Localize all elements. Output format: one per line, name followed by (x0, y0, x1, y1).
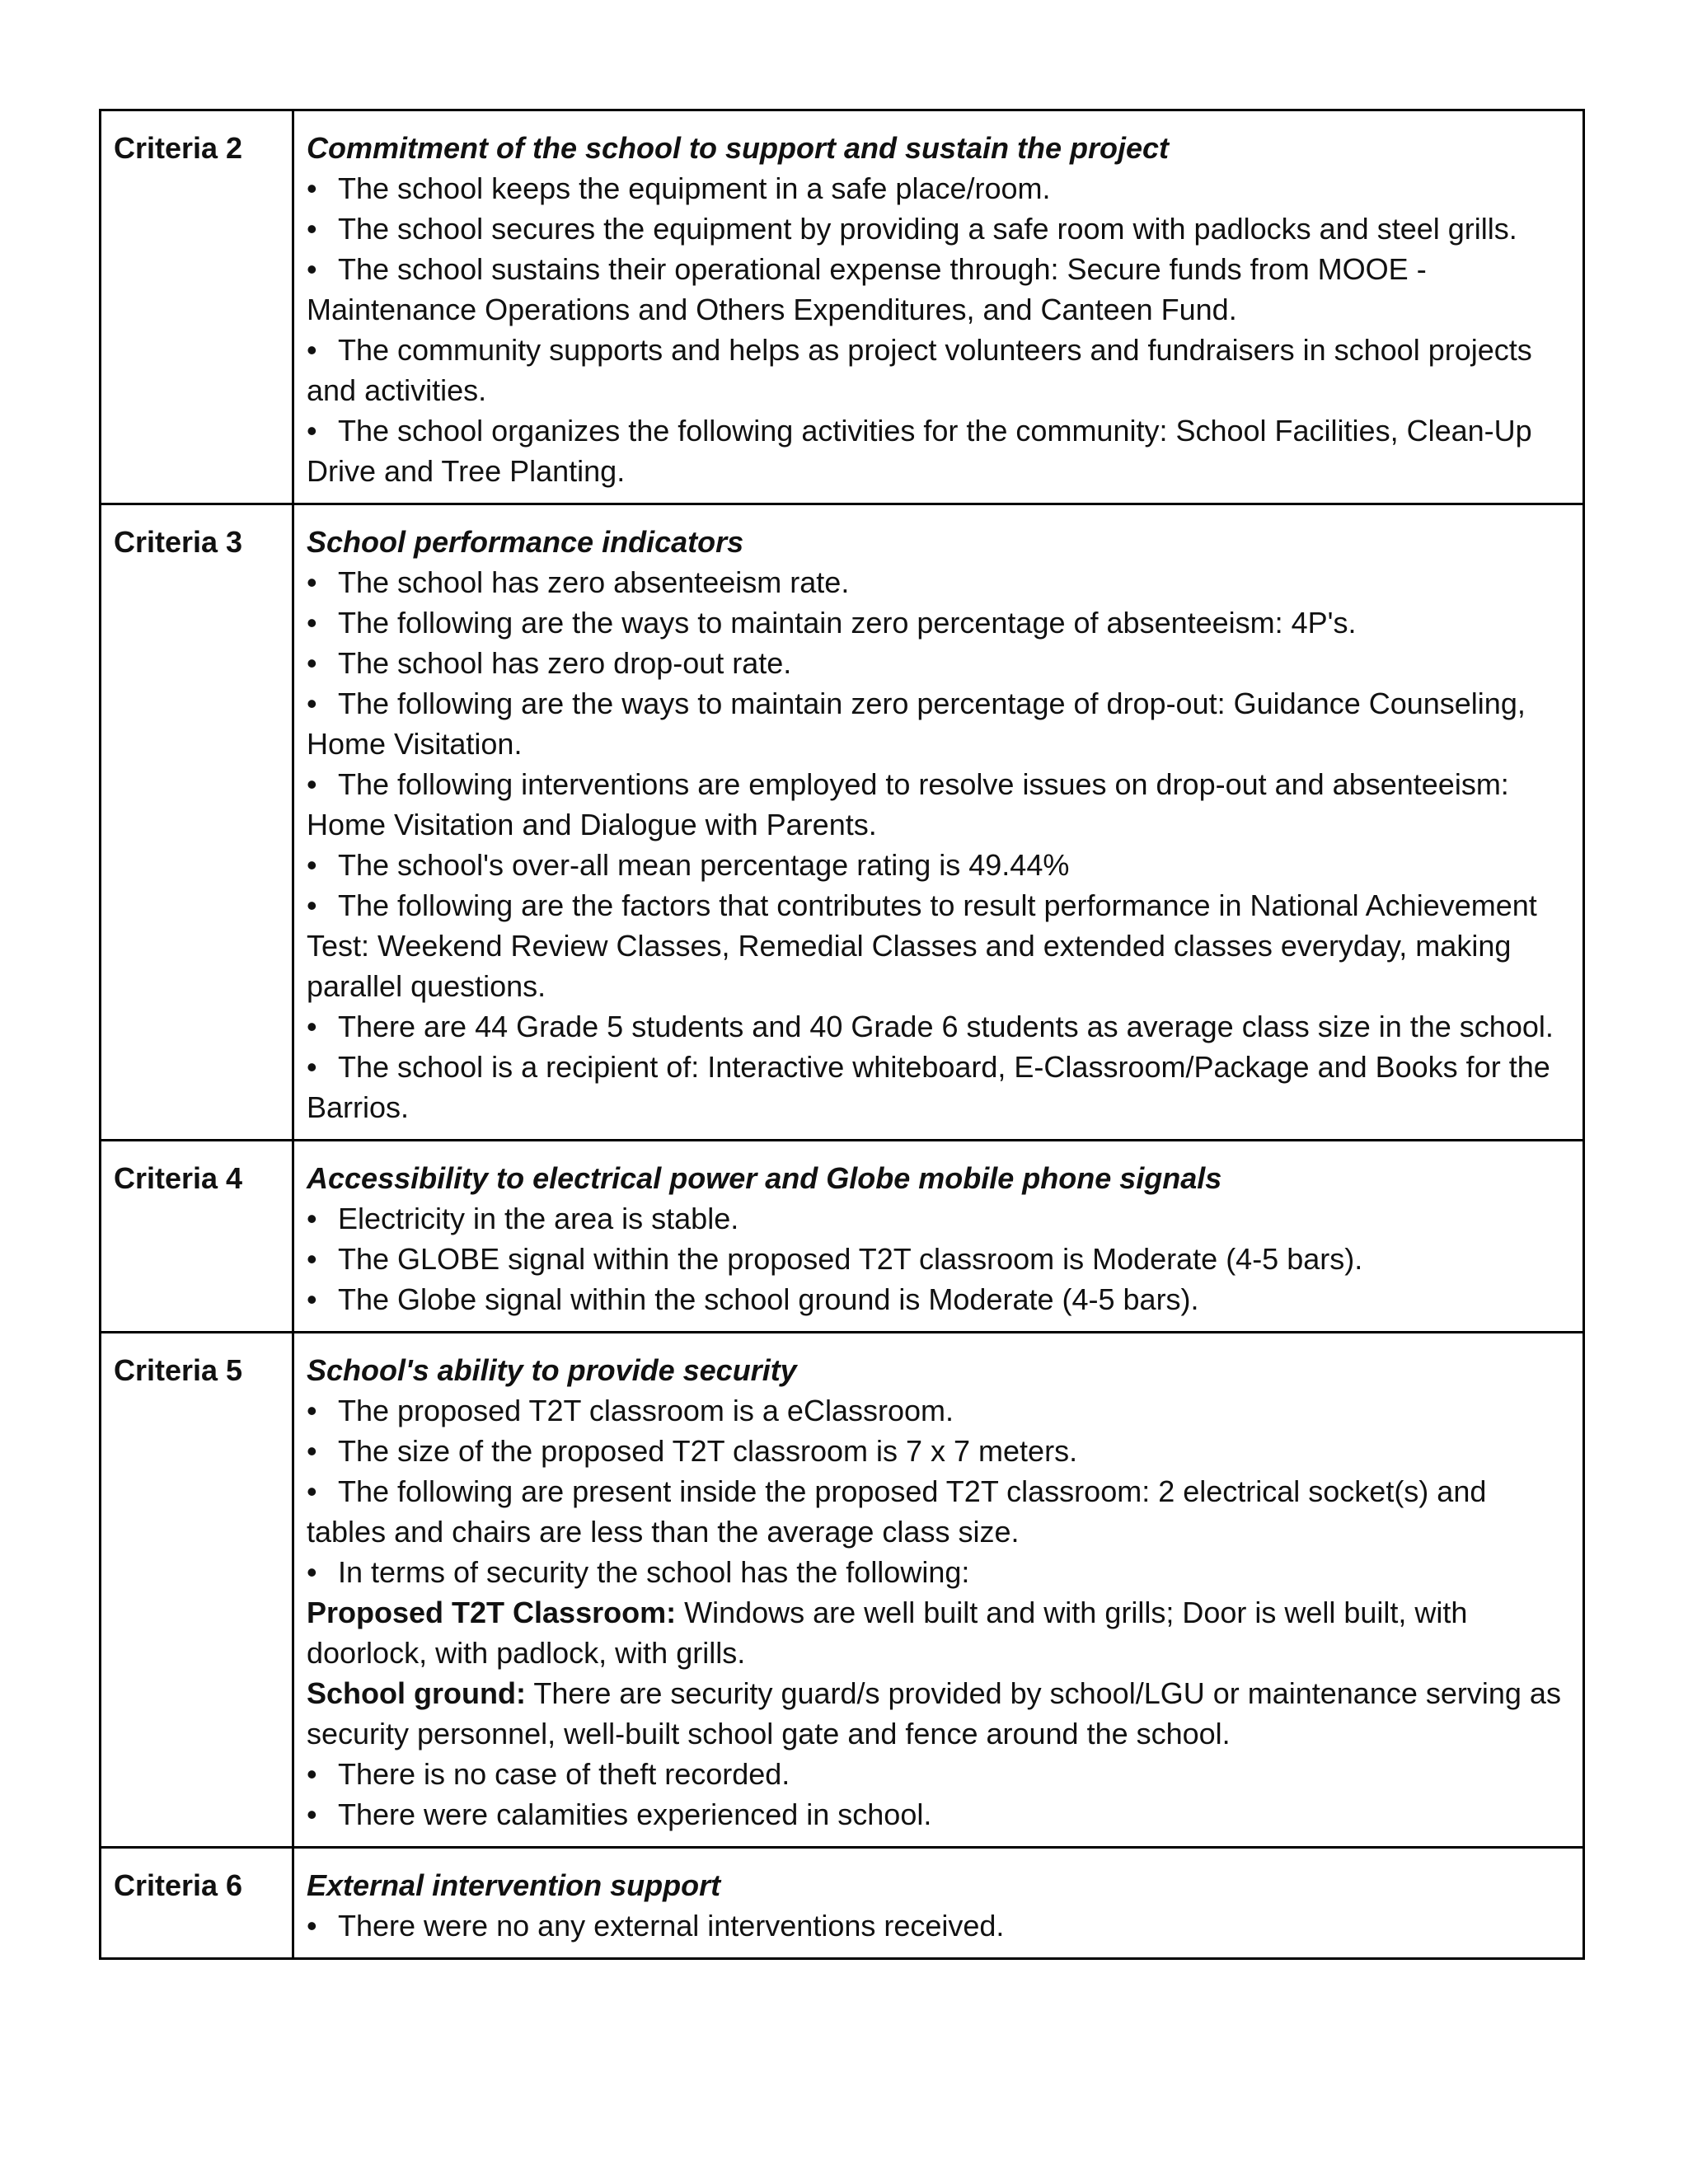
bullet-icon: • (307, 848, 317, 882)
security-classroom-label: Proposed T2T Classroom: (307, 1596, 677, 1629)
bullet-icon: • (307, 767, 317, 801)
bullet-icon: • (307, 1555, 317, 1589)
criteria-heading: Accessibility to electrical power and Globe mobile phone signals (307, 1161, 1222, 1195)
bullet-icon: • (307, 1050, 317, 1084)
bullet-icon: • (307, 1394, 317, 1427)
bullet-icon: • (307, 565, 317, 599)
criteria-label: Criteria 5 (101, 1333, 293, 1848)
bullet-item: • The following are the ways to maintain zero percentage of absenteeism: 4P's. (307, 602, 1570, 643)
bullet-item: • The school sustains their operational expense through: Secure funds from MOOE - Maintenance Operations and Others Expenditures, and Canteen Fund. (307, 249, 1570, 330)
bullet-icon: • (307, 1474, 317, 1508)
bullet-item: • The following are the ways to maintain zero percentage of drop-out: Guidance Counseling, Home Visitation. (307, 683, 1570, 764)
bullet-icon: • (307, 1202, 317, 1235)
bullet-icon: • (307, 646, 317, 680)
criteria-heading: School performance indicators (307, 525, 744, 559)
criteria-label: Criteria 2 (101, 110, 293, 504)
bullet-item: • The school keeps the equipment in a safe place/room. (307, 168, 1570, 209)
bullet-icon: • (307, 171, 317, 205)
criteria-label: Criteria 4 (101, 1141, 293, 1333)
bullet-item: • In terms of security the school has the following: (307, 1552, 1570, 1592)
criteria-content (293, 1848, 1584, 1959)
bullet-item: • The following interventions are employed to resolve issues on drop-out and absenteeism: Home Visitation and Dialogue with Parents. (307, 764, 1570, 845)
criteria-row (101, 1141, 1584, 1333)
bullet-icon: • (307, 1909, 317, 1943)
bullet-icon: • (307, 1010, 317, 1043)
criteria-heading: External intervention support (307, 1868, 721, 1902)
bullet-item: • The Globe signal within the school ground is Moderate (4-5 bars). (307, 1279, 1570, 1319)
criteria-heading: Commitment of the school to support and sustain the project (307, 131, 1170, 165)
bullet-item: • The school organizes the following activities for the community: School Facilities, Clean-Up Drive and Tree Planting. (307, 410, 1570, 491)
bullet-item: • The community supports and helps as project volunteers and fundraisers in school projects and activities. (307, 330, 1570, 410)
bullet-icon: • (307, 687, 317, 720)
criteria-content (293, 1141, 1584, 1333)
bullet-item: • The GLOBE signal within the proposed T2T classroom is Moderate (4-5 bars). (307, 1239, 1570, 1279)
criteria-row (101, 1333, 1584, 1848)
bullet-icon: • (307, 606, 317, 640)
bullet-icon: • (307, 888, 317, 922)
bullet-item: • The following are the factors that contributes to result performance in National Achievement Test: Weekend Review Classes, Remedial Classes and extended classes everyday, making parallel questions. (307, 885, 1570, 1006)
criteria-content (293, 504, 1584, 1141)
criteria-label: Criteria 3 (101, 504, 293, 1141)
bullet-item: • Electricity in the area is stable. (307, 1198, 1570, 1239)
bullet-icon: • (307, 1282, 317, 1316)
bullet-icon: • (307, 252, 317, 286)
criteria-row (101, 1848, 1584, 1959)
bullet-icon: • (307, 1757, 317, 1791)
bullet-item: • The school has zero drop-out rate. (307, 643, 1570, 683)
bullet-icon: • (307, 1242, 317, 1276)
bullet-item: • The school has zero absenteeism rate. (307, 562, 1570, 602)
criteria-content (293, 1333, 1584, 1848)
criteria-label: Criteria 6 (101, 1848, 293, 1959)
security-classroom-text: Proposed T2T Classroom: Windows are well built and with grills; Door is well built, with doorlock, with padlock, with grills. (307, 1596, 1468, 1670)
criteria-row (101, 110, 1584, 504)
bullet-item: • The following are present inside the proposed T2T classroom: 2 electrical socket(s) and tables and chairs are less than the average class size. (307, 1471, 1570, 1552)
bullet-item: • The size of the proposed T2T classroom is 7 x 7 meters. (307, 1431, 1570, 1471)
bullet-item: • There are 44 Grade 5 students and 40 Grade 6 students as average class size in the school. (307, 1006, 1570, 1047)
criteria-table (99, 109, 1585, 1960)
bullet-icon: • (307, 414, 317, 448)
criteria-heading: School's ability to provide security (307, 1353, 797, 1387)
bullet-item: • The school secures the equipment by providing a safe room with padlocks and steel grills. (307, 209, 1570, 249)
criteria-row (101, 504, 1584, 1141)
bullet-icon: • (307, 1434, 317, 1468)
bullet-item: • There were no any external interventions received. (307, 1905, 1570, 1946)
bullet-icon: • (307, 1797, 317, 1831)
bullet-item: • The proposed T2T classroom is a eClassroom. (307, 1390, 1570, 1431)
criteria-content (293, 110, 1584, 504)
bullet-icon: • (307, 212, 317, 246)
security-ground-text: School ground: There are security guard/s provided by school/LGU or maintenance serving as security personnel, well-built school gate and fence around the school. (307, 1676, 1561, 1750)
bullet-icon: • (307, 333, 317, 367)
security-ground-label: School ground: (307, 1676, 526, 1710)
bullet-item: • The school's over-all mean percentage rating is 49.44% (307, 845, 1570, 885)
bullet-item: • There is no case of theft recorded. (307, 1754, 1570, 1794)
bullet-item: • There were calamities experienced in school. (307, 1794, 1570, 1835)
bullet-item: • The school is a recipient of: Interactive whiteboard, E-Classroom/Package and Books for the Barrios. (307, 1047, 1570, 1127)
